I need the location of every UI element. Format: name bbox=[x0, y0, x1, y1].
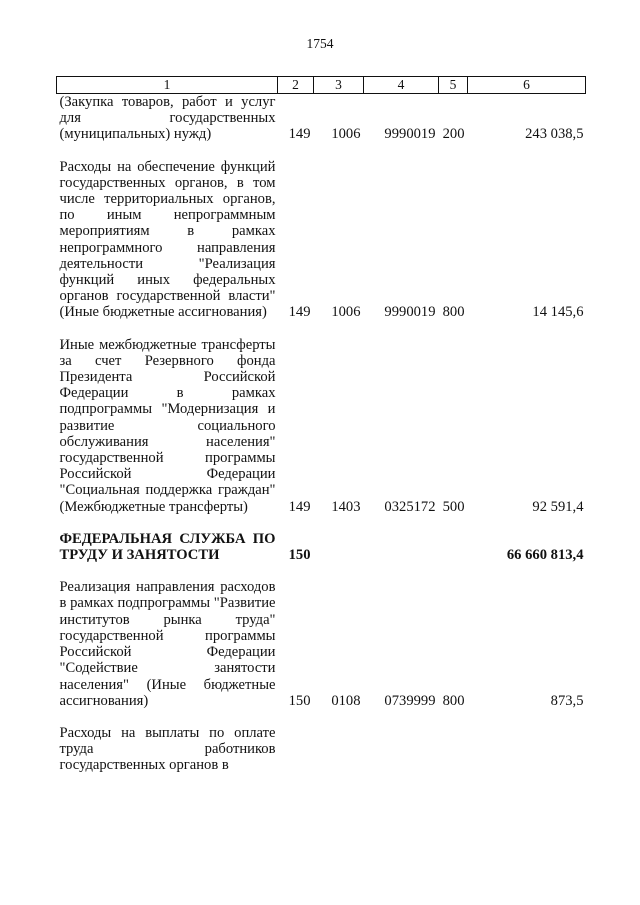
row-target-article bbox=[364, 531, 439, 579]
row-target-article: 0325172 bbox=[384, 498, 436, 515]
header-cell-5: 5 bbox=[439, 77, 468, 94]
budget-table bbox=[56, 76, 586, 774]
row-ministry-code: 150 bbox=[288, 547, 311, 564]
table-row bbox=[57, 725, 586, 774]
table-row bbox=[57, 579, 586, 725]
header-cell-6: 6 bbox=[468, 77, 586, 94]
row-ministry-code: 150 bbox=[288, 692, 311, 709]
row-section-code bbox=[314, 531, 364, 579]
table-row-agency-total bbox=[57, 531, 586, 579]
header-cell-4: 4 bbox=[364, 77, 439, 94]
row-section-code: 1006 bbox=[331, 126, 361, 143]
row-ministry-code: 149 bbox=[288, 304, 311, 321]
table-row bbox=[57, 94, 586, 159]
row-amount: 66 660 813,4 bbox=[506, 547, 584, 564]
row-target-article: 9990019 bbox=[384, 126, 436, 143]
row-description: Иные межбюджетные трансферты за счет Резервного фонда Президента Российской Федерации в рамках подпрограммы "Модернизация и развитие социального обслуживания населения" государственной программы Российской Федерации "Социальная поддержка граждан" (Межбюджетные трансферты) bbox=[59, 336, 276, 515]
row-amount: 92 591,4 bbox=[532, 498, 584, 515]
row-section-code: 0108 bbox=[331, 692, 361, 709]
row-expense-type: 800 bbox=[442, 692, 465, 709]
row-target-article: 9990019 bbox=[384, 304, 436, 321]
row-expense-type: 800 bbox=[442, 304, 465, 321]
row-expense-type: 200 bbox=[442, 126, 465, 143]
row-expense-type bbox=[439, 531, 468, 579]
row-amount bbox=[468, 725, 586, 774]
row-section-code bbox=[314, 725, 364, 774]
table-row bbox=[57, 159, 586, 337]
row-expense-type bbox=[439, 725, 468, 774]
row-description: Расходы на выплаты по оплате труда работников государственных органов в bbox=[59, 724, 276, 774]
table-row bbox=[57, 337, 586, 531]
row-ministry-code bbox=[278, 725, 314, 774]
header-cell-1: 1 bbox=[57, 77, 278, 94]
row-amount: 873,5 bbox=[550, 692, 584, 709]
header-cell-3: 3 bbox=[314, 77, 364, 94]
row-expense-type: 500 bbox=[442, 498, 465, 515]
row-target-article: 0739999 bbox=[384, 692, 436, 709]
row-ministry-code: 149 bbox=[288, 126, 311, 143]
page-number: 1754 bbox=[306, 36, 334, 51]
row-section-code: 1006 bbox=[331, 304, 361, 321]
row-description: ФЕДЕРАЛЬНАЯ СЛУЖБА ПО ТРУДУ И ЗАНЯТОСТИ bbox=[59, 530, 276, 564]
row-amount: 243 038,5 bbox=[525, 126, 584, 143]
row-section-code: 1403 bbox=[331, 498, 361, 515]
row-ministry-code: 149 bbox=[288, 498, 311, 515]
row-description: (Закупка товаров, работ и услуг для государственных (муниципальных) нужд) bbox=[59, 94, 276, 143]
header-row bbox=[57, 77, 586, 94]
header-cell-2: 2 bbox=[278, 77, 314, 94]
row-amount: 14 145,6 bbox=[532, 304, 584, 321]
row-description: Расходы на обеспечение функций государственных органов, в том числе территориальных органов, по иным непрограммным мероприятиям в рамках непрограммного направления деятельности "Реализация функций иных федеральных органов государственной власти" (Иные бюджетные ассигнования) bbox=[59, 158, 276, 321]
row-target-article bbox=[364, 725, 439, 774]
row-description: Реализация направления расходов в рамках подпрограммы "Развитие институтов рынка труда" государственной программы Российской Федерации "Содействие занятости населения" (Иные бюджетные ассигнования) bbox=[59, 579, 276, 709]
